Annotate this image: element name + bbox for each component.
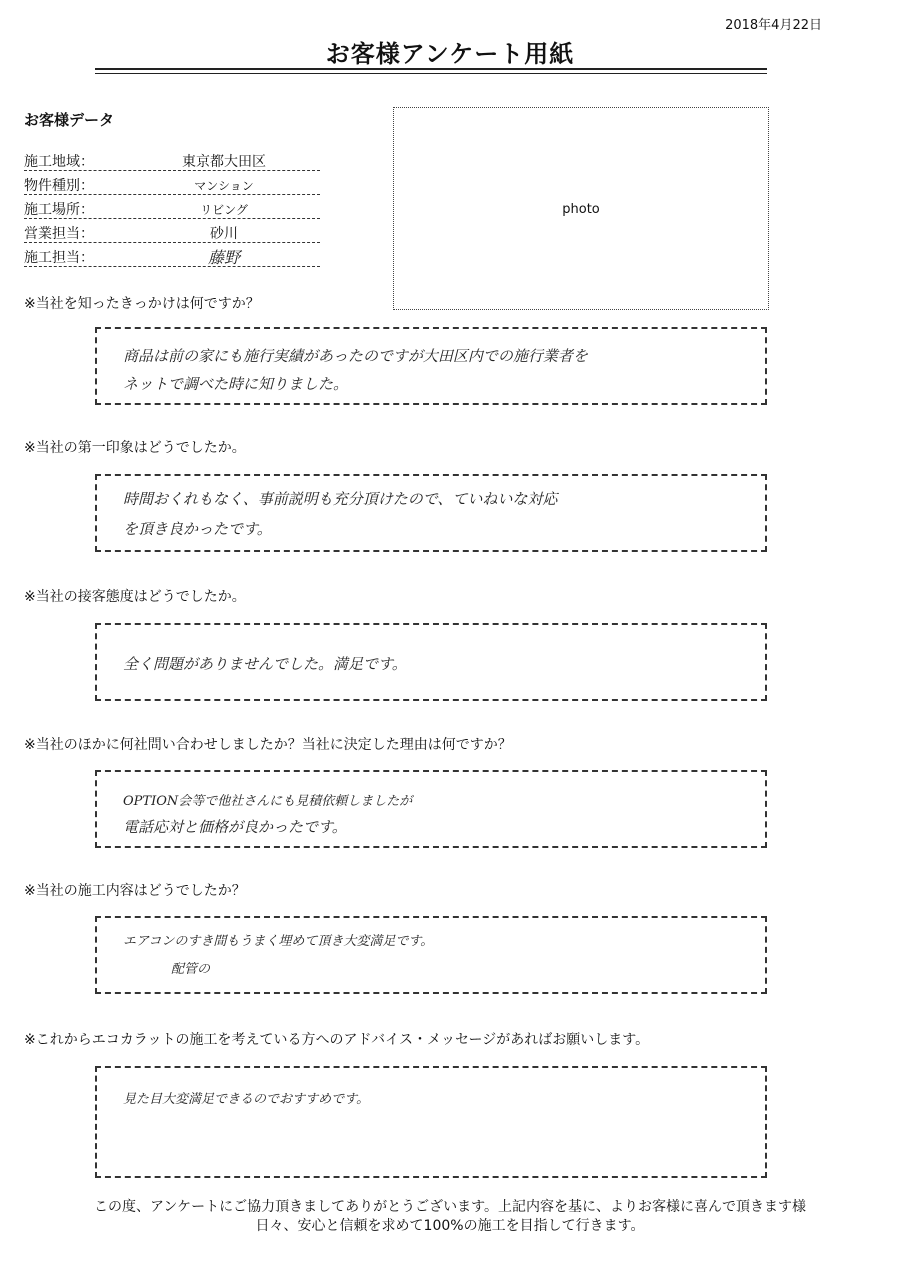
property-type-label: 物件種別： xyxy=(24,178,94,194)
customer-row-property-type xyxy=(24,172,320,195)
installer-label: 施工担当： xyxy=(24,250,94,266)
customer-row-sales-rep xyxy=(24,220,320,243)
photo-label: photo xyxy=(562,202,600,217)
answer-3-line-1: 全く問題がありませんでした。満足です。 xyxy=(123,655,407,673)
area-value: 東京都大田区 xyxy=(182,154,266,170)
customer-data-heading: お客様データ xyxy=(24,111,115,129)
property-type-value: マンション xyxy=(194,179,254,193)
title-underline xyxy=(95,68,767,74)
answer-1-line-1: 商品は前の家にも施行実績があったのですが大田区内での施行業者を xyxy=(123,347,588,365)
footer-line-1: この度、アンケートにご協力頂きましてありがとうございます。上記内容を基に、よりお客様に喜んで頂きます様 xyxy=(93,1199,807,1215)
answer-4-line-1: OPTION会等で他社さんにも見積依頼しましたが xyxy=(123,794,413,809)
question-4: ※当社のほかに何社問い合わせしましたか？当社に決定した理由は何ですか？ xyxy=(24,737,512,753)
answer-5-insertion: 配管の xyxy=(171,962,211,977)
page-title: お客様アンケート用紙 xyxy=(325,40,575,68)
answer-1-line-2: ネットで調べた時に知りました。 xyxy=(123,375,349,393)
customer-row-area xyxy=(24,148,320,171)
sales-rep-value: 砂川 xyxy=(210,226,238,242)
customer-row-location xyxy=(24,196,320,219)
customer-row-installer xyxy=(24,244,320,267)
answer-box-1 xyxy=(95,327,767,405)
survey-date: 2018年4月22日 xyxy=(725,18,822,33)
answer-box-3 xyxy=(95,623,767,701)
photo-placeholder xyxy=(393,107,769,310)
question-2: ※当社の第一印象はどうでしたか。 xyxy=(24,440,246,456)
answer-box-6 xyxy=(95,1066,767,1178)
answer-box-5 xyxy=(95,916,767,994)
question-6: ※これからエコカラットの施工を考えている方へのアドバイス・メッセージがあればお願いします。 xyxy=(24,1032,650,1048)
answer-2-line-1: 時間おくれもなく、事前説明も充分頂けたので、ていねいな対応 xyxy=(123,490,558,508)
answer-6-line-1: 見た目大変満足できるのでおすすめです。 xyxy=(123,1092,370,1107)
answer-2-line-2: を頂き良かったです。 xyxy=(123,520,272,538)
question-5: ※当社の施工内容はどうでしたか？ xyxy=(24,883,246,899)
question-3: ※当社の接客態度はどうでしたか。 xyxy=(24,589,246,605)
footer-line-2: 日々、安心と信頼を求めて100%の施工を目指して行きます。 xyxy=(255,1218,645,1234)
question-1: ※当社を知ったきっかけは何ですか？ xyxy=(24,296,260,312)
location-label: 施工場所： xyxy=(24,202,94,218)
location-value: リビング xyxy=(200,203,248,217)
sales-rep-label: 営業担当： xyxy=(24,226,94,242)
answer-box-2 xyxy=(95,474,767,552)
area-label: 施工地域： xyxy=(24,154,94,170)
installer-value: 藤野 xyxy=(207,248,240,267)
answer-4-line-2: 電話応対と価格が良かったです。 xyxy=(123,818,347,836)
answer-5-line-1: エアコンのすき間もうまく埋めて頂き大変満足です。 xyxy=(123,934,434,949)
answer-box-4 xyxy=(95,770,767,848)
